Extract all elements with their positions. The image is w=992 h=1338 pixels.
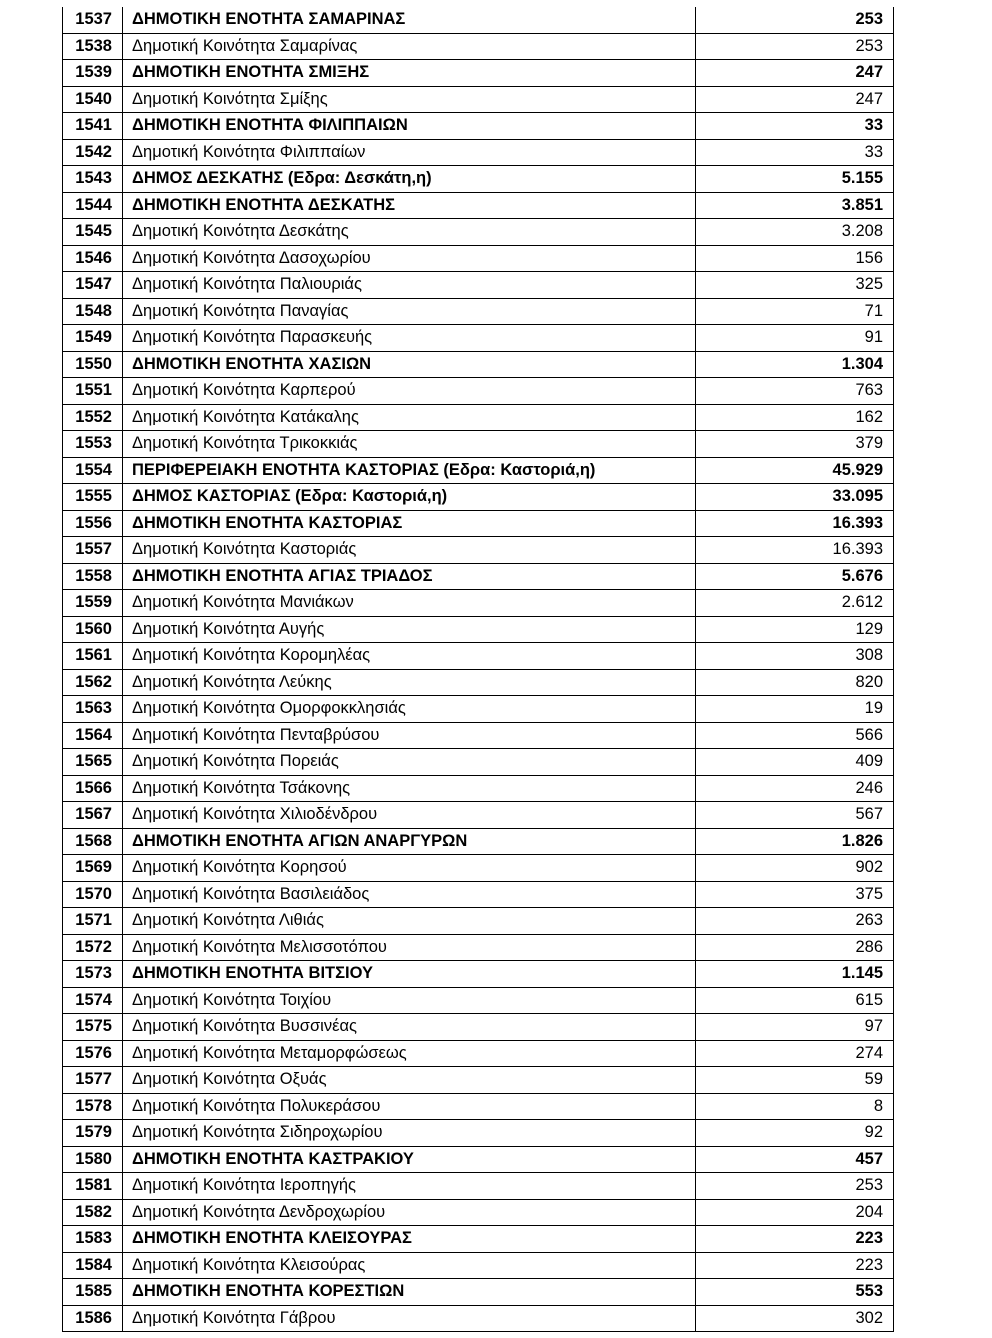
table-row: [63, 166, 894, 193]
population-value: 902: [696, 855, 894, 882]
population-value: 92: [696, 1120, 894, 1147]
row-number: 1568: [63, 828, 123, 855]
table-row: [63, 1199, 894, 1226]
area-name: Δημοτική Κοινότητα Μελισσοτόπου: [123, 934, 696, 961]
population-value: 253: [696, 7, 894, 33]
area-name: ΔΗΜΟΣ ΔΕΣΚΑΤΗΣ (Εδρα: Δεσκάτη,η): [123, 166, 696, 193]
population-value: 16.393: [696, 537, 894, 564]
population-value: 308: [696, 643, 894, 670]
row-number: 1586: [63, 1305, 123, 1332]
area-name: Δημοτική Κοινότητα Παναγίας: [123, 298, 696, 325]
population-value: 566: [696, 722, 894, 749]
row-number: 1585: [63, 1279, 123, 1306]
row-number: 1579: [63, 1120, 123, 1147]
row-number: 1552: [63, 404, 123, 431]
table-row: [63, 1120, 894, 1147]
row-number: 1540: [63, 86, 123, 113]
population-value: 5.155: [696, 166, 894, 193]
area-name: Δημοτική Κοινότητα Βυσσινέας: [123, 1014, 696, 1041]
row-number: 1537: [63, 7, 123, 33]
row-number: 1566: [63, 775, 123, 802]
population-value: 33: [696, 139, 894, 166]
population-value: 204: [696, 1199, 894, 1226]
table-row: [63, 961, 894, 988]
area-name: Δημοτική Κοινότητα Κορομηλέας: [123, 643, 696, 670]
area-name: Δημοτική Κοινότητα Οξυάς: [123, 1067, 696, 1094]
table-row: [63, 1226, 894, 1253]
row-number: 1569: [63, 855, 123, 882]
table-row: [63, 908, 894, 935]
table-row: [63, 987, 894, 1014]
table-row: [63, 298, 894, 325]
table-row: [63, 855, 894, 882]
population-table: [62, 7, 894, 1332]
table-row: [63, 1279, 894, 1306]
population-value: 263: [696, 908, 894, 935]
area-name: ΔΗΜΟΤΙΚΗ ΕΝΟΤΗΤΑ ΒΙΤΣΙΟΥ: [123, 961, 696, 988]
row-number: 1556: [63, 510, 123, 537]
row-number: 1542: [63, 139, 123, 166]
area-name: Δημοτική Κοινότητα Σιδηροχωρίου: [123, 1120, 696, 1147]
row-number: 1580: [63, 1146, 123, 1173]
row-number: 1575: [63, 1014, 123, 1041]
population-value: 247: [696, 60, 894, 87]
population-value: 302: [696, 1305, 894, 1332]
row-number: 1581: [63, 1173, 123, 1200]
table-row: [63, 457, 894, 484]
area-name: Δημοτική Κοινότητα Τσάκονης: [123, 775, 696, 802]
row-number: 1582: [63, 1199, 123, 1226]
row-number: 1578: [63, 1093, 123, 1120]
table-row: [63, 192, 894, 219]
population-value: 45.929: [696, 457, 894, 484]
row-number: 1565: [63, 749, 123, 776]
area-name: Δημοτική Κοινότητα Σαμαρίνας: [123, 33, 696, 60]
row-number: 1576: [63, 1040, 123, 1067]
area-name: Δημοτική Κοινότητα Κλεισούρας: [123, 1252, 696, 1279]
table-row: [63, 7, 894, 33]
population-value: 33.095: [696, 484, 894, 511]
population-value: 71: [696, 298, 894, 325]
table-row: [63, 245, 894, 272]
row-number: 1551: [63, 378, 123, 405]
population-value: 567: [696, 802, 894, 829]
population-value: 16.393: [696, 510, 894, 537]
population-value: 223: [696, 1252, 894, 1279]
row-number: 1560: [63, 616, 123, 643]
row-number: 1564: [63, 722, 123, 749]
population-value: 253: [696, 1173, 894, 1200]
row-number: 1550: [63, 351, 123, 378]
table-row: [63, 1252, 894, 1279]
area-name: Δημοτική Κοινότητα Τοιχίου: [123, 987, 696, 1014]
population-value: 3.851: [696, 192, 894, 219]
table-row: [63, 749, 894, 776]
area-name: Δημοτική Κοινότητα Ομορφοκκλησιάς: [123, 696, 696, 723]
table-row: [63, 669, 894, 696]
population-value: 246: [696, 775, 894, 802]
table-row: [63, 616, 894, 643]
population-value: 457: [696, 1146, 894, 1173]
population-value: 274: [696, 1040, 894, 1067]
table-row: [63, 590, 894, 617]
population-value: 1.304: [696, 351, 894, 378]
row-number: 1538: [63, 33, 123, 60]
population-value: 3.208: [696, 219, 894, 246]
area-name: ΠΕΡΙΦΕΡΕΙΑΚΗ ΕΝΟΤΗΤΑ ΚΑΣΤΟΡΙΑΣ (Εδρα: Καστοριά,η): [123, 457, 696, 484]
table-row: [63, 696, 894, 723]
row-number: 1554: [63, 457, 123, 484]
table-row: [63, 563, 894, 590]
area-name: ΔΗΜΟΤΙΚΗ ΕΝΟΤΗΤΑ ΦΙΛΙΠΠΑΙΩΝ: [123, 113, 696, 140]
population-value: 763: [696, 378, 894, 405]
row-number: 1555: [63, 484, 123, 511]
table-row: [63, 139, 894, 166]
row-number: 1574: [63, 987, 123, 1014]
population-value: 2.612: [696, 590, 894, 617]
population-value: 286: [696, 934, 894, 961]
table-row: [63, 484, 894, 511]
population-value: 409: [696, 749, 894, 776]
population-value: 8: [696, 1093, 894, 1120]
population-value: 19: [696, 696, 894, 723]
row-number: 1541: [63, 113, 123, 140]
area-name: Δημοτική Κοινότητα Μανιάκων: [123, 590, 696, 617]
row-number: 1563: [63, 696, 123, 723]
table-row: [63, 934, 894, 961]
area-name: Δημοτική Κοινότητα Παλιουριάς: [123, 272, 696, 299]
row-number: 1583: [63, 1226, 123, 1253]
area-name: Δημοτική Κοινότητα Βασιλειάδος: [123, 881, 696, 908]
table-row: [63, 510, 894, 537]
table-row: [63, 325, 894, 352]
table-row: [63, 643, 894, 670]
row-number: 1546: [63, 245, 123, 272]
table-row: [63, 1014, 894, 1041]
table-row: [63, 378, 894, 405]
population-value: 820: [696, 669, 894, 696]
area-name: ΔΗΜΟΤΙΚΗ ΕΝΟΤΗΤΑ ΚΛΕΙΣΟΥΡΑΣ: [123, 1226, 696, 1253]
table-row: [63, 1305, 894, 1332]
row-number: 1548: [63, 298, 123, 325]
population-value: 5.676: [696, 563, 894, 590]
row-number: 1539: [63, 60, 123, 87]
table-row: [63, 802, 894, 829]
row-number: 1545: [63, 219, 123, 246]
area-name: Δημοτική Κοινότητα Δενδροχωρίου: [123, 1199, 696, 1226]
row-number: 1571: [63, 908, 123, 935]
area-name: Δημοτική Κοινότητα Παρασκευής: [123, 325, 696, 352]
area-name: Δημοτική Κοινότητα Χιλιοδένδρου: [123, 802, 696, 829]
population-value: 223: [696, 1226, 894, 1253]
population-value: 1.826: [696, 828, 894, 855]
population-value: 375: [696, 881, 894, 908]
row-number: 1549: [63, 325, 123, 352]
area-name: ΔΗΜΟΤΙΚΗ ΕΝΟΤΗΤΑ ΔΕΣΚΑΤΗΣ: [123, 192, 696, 219]
area-name: Δημοτική Κοινότητα Αυγής: [123, 616, 696, 643]
area-name: Δημοτική Κοινότητα Πολυκεράσου: [123, 1093, 696, 1120]
area-name: ΔΗΜΟΤΙΚΗ ΕΝΟΤΗΤΑ ΑΓΙΑΣ ΤΡΙΑΔΟΣ: [123, 563, 696, 590]
row-number: 1573: [63, 961, 123, 988]
area-name: Δημοτική Κοινότητα Μεταμορφώσεως: [123, 1040, 696, 1067]
table-row: [63, 775, 894, 802]
table-row: [63, 1173, 894, 1200]
area-name: ΔΗΜΟΤΙΚΗ ΕΝΟΤΗΤΑ ΚΑΣΤΟΡΙΑΣ: [123, 510, 696, 537]
area-name: Δημοτική Κοινότητα Λιθιάς: [123, 908, 696, 935]
area-name: Δημοτική Κοινότητα Καρπερού: [123, 378, 696, 405]
population-value: 1.145: [696, 961, 894, 988]
area-name: Δημοτική Κοινότητα Ιεροπηγής: [123, 1173, 696, 1200]
population-value: 33: [696, 113, 894, 140]
area-name: ΔΗΜΟΤΙΚΗ ΕΝΟΤΗΤΑ ΣΑΜΑΡΙΝΑΣ: [123, 7, 696, 33]
table-row: [63, 272, 894, 299]
row-number: 1557: [63, 537, 123, 564]
row-number: 1553: [63, 431, 123, 458]
population-value: 129: [696, 616, 894, 643]
table-row: [63, 219, 894, 246]
area-name: Δημοτική Κοινότητα Πορειάς: [123, 749, 696, 776]
table-row: [63, 1067, 894, 1094]
population-value: 59: [696, 1067, 894, 1094]
row-number: 1558: [63, 563, 123, 590]
area-name: Δημοτική Κοινότητα Πενταβρύσου: [123, 722, 696, 749]
population-value: 553: [696, 1279, 894, 1306]
area-name: Δημοτική Κοινότητα Δασοχωρίου: [123, 245, 696, 272]
area-name: Δημοτική Κοινότητα Τρικοκκιάς: [123, 431, 696, 458]
area-name: Δημοτική Κοινότητα Καστοριάς: [123, 537, 696, 564]
area-name: ΔΗΜΟΤΙΚΗ ΕΝΟΤΗΤΑ ΚΟΡΕΣΤΙΩΝ: [123, 1279, 696, 1306]
area-name: Δημοτική Κοινότητα Κορησού: [123, 855, 696, 882]
row-number: 1572: [63, 934, 123, 961]
table-row: [63, 33, 894, 60]
table-row: [63, 86, 894, 113]
table-row: [63, 351, 894, 378]
table-row: [63, 60, 894, 87]
area-name: Δημοτική Κοινότητα Δεσκάτης: [123, 219, 696, 246]
row-number: 1567: [63, 802, 123, 829]
area-name: ΔΗΜΟΣ ΚΑΣΤΟΡΙΑΣ (Εδρα: Καστοριά,η): [123, 484, 696, 511]
table-row: [63, 1040, 894, 1067]
table-row: [63, 1093, 894, 1120]
area-name: Δημοτική Κοινότητα Σμίξης: [123, 86, 696, 113]
row-number: 1577: [63, 1067, 123, 1094]
population-value: 325: [696, 272, 894, 299]
table-row: [63, 1146, 894, 1173]
row-number: 1584: [63, 1252, 123, 1279]
population-value: 162: [696, 404, 894, 431]
area-name: Δημοτική Κοινότητα Κατάκαλης: [123, 404, 696, 431]
population-value: 156: [696, 245, 894, 272]
table-row: [63, 828, 894, 855]
area-name: Δημοτική Κοινότητα Γάβρου: [123, 1305, 696, 1332]
table-row: [63, 431, 894, 458]
row-number: 1544: [63, 192, 123, 219]
population-value: 97: [696, 1014, 894, 1041]
row-number: 1570: [63, 881, 123, 908]
area-name: ΔΗΜΟΤΙΚΗ ΕΝΟΤΗΤΑ ΑΓΙΩΝ ΑΝΑΡΓΥΡΩΝ: [123, 828, 696, 855]
table-row: [63, 881, 894, 908]
population-value: 253: [696, 33, 894, 60]
row-number: 1561: [63, 643, 123, 670]
table-row: [63, 113, 894, 140]
population-value: 247: [696, 86, 894, 113]
row-number: 1562: [63, 669, 123, 696]
population-value: 615: [696, 987, 894, 1014]
area-name: ΔΗΜΟΤΙΚΗ ΕΝΟΤΗΤΑ ΣΜΙΞΗΣ: [123, 60, 696, 87]
table-row: [63, 404, 894, 431]
area-name: Δημοτική Κοινότητα Λεύκης: [123, 669, 696, 696]
area-name: Δημοτική Κοινότητα Φιλιππαίων: [123, 139, 696, 166]
table-row: [63, 722, 894, 749]
table-body: [63, 7, 894, 1332]
population-value: 91: [696, 325, 894, 352]
population-value: 379: [696, 431, 894, 458]
area-name: ΔΗΜΟΤΙΚΗ ΕΝΟΤΗΤΑ ΧΑΣΙΩΝ: [123, 351, 696, 378]
row-number: 1559: [63, 590, 123, 617]
table-row: [63, 537, 894, 564]
area-name: ΔΗΜΟΤΙΚΗ ΕΝΟΤΗΤΑ ΚΑΣΤΡΑΚΙΟΥ: [123, 1146, 696, 1173]
row-number: 1543: [63, 166, 123, 193]
row-number: 1547: [63, 272, 123, 299]
